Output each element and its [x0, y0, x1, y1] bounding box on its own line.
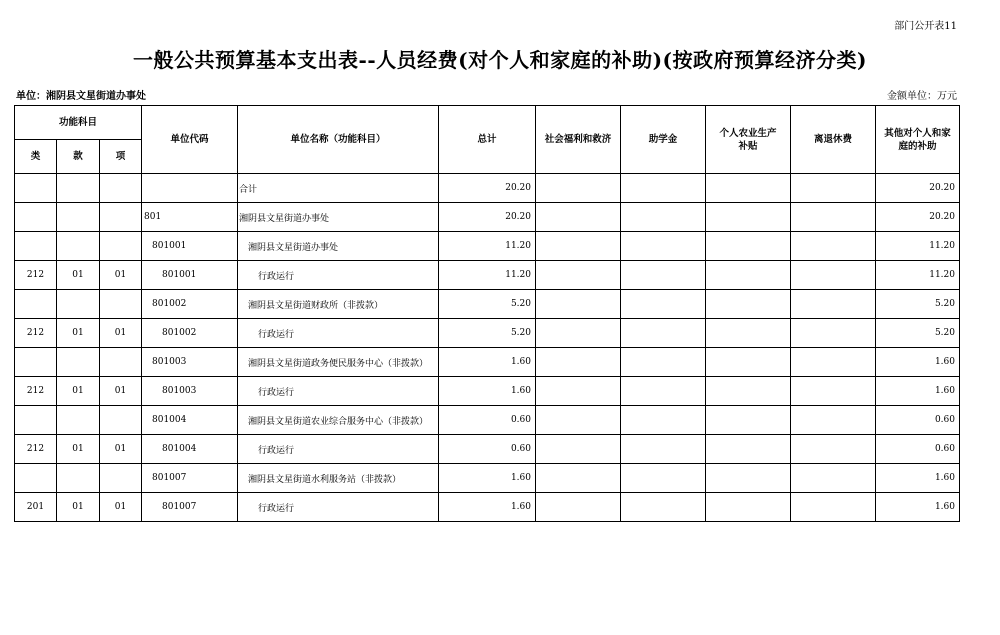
- table-row: [15, 319, 960, 348]
- cell-welfare: [536, 319, 621, 348]
- cell-unit-code: 801004: [142, 406, 238, 435]
- cell-kuan: [57, 290, 100, 319]
- cell-welfare: [536, 435, 621, 464]
- cell-retirement: [791, 290, 876, 319]
- amount-unit-label: 金额单位：万元: [887, 91, 957, 102]
- cell-xiang: [100, 174, 142, 203]
- cell-lei: [15, 203, 57, 232]
- cell-total: 5.20: [439, 290, 536, 319]
- header-lei: 类: [15, 140, 57, 174]
- cell-welfare: [536, 406, 621, 435]
- cell-scholarship: [621, 493, 706, 522]
- table-row: [15, 203, 960, 232]
- table-row: [15, 435, 960, 464]
- cell-lei: 212: [15, 377, 57, 406]
- cell-unit-code: 801001: [142, 232, 238, 261]
- cell-xiang: 01: [100, 435, 142, 464]
- cell-kuan: [57, 464, 100, 493]
- cell-total: 5.20: [439, 319, 536, 348]
- cell-kuan: [57, 348, 100, 377]
- cell-total: 1.60: [439, 377, 536, 406]
- cell-other-subsidy: 11.20: [876, 232, 960, 261]
- cell-scholarship: [621, 377, 706, 406]
- cell-agri-subsidy: [706, 174, 791, 203]
- cell-lei: [15, 464, 57, 493]
- header-kuan: 款: [57, 140, 100, 174]
- cell-scholarship: [621, 261, 706, 290]
- cell-xiang: [100, 406, 142, 435]
- cell-unit-code: 801004: [142, 435, 238, 464]
- cell-retirement: [791, 493, 876, 522]
- cell-kuan: 01: [57, 435, 100, 464]
- cell-agri-subsidy: [706, 290, 791, 319]
- cell-other-subsidy: 5.20: [876, 319, 960, 348]
- cell-kuan: [57, 232, 100, 261]
- cell-agri-subsidy: [706, 232, 791, 261]
- cell-lei: 212: [15, 435, 57, 464]
- cell-kuan: 01: [57, 319, 100, 348]
- table-row: [15, 377, 960, 406]
- cell-unit-name: 湘阴县文星街道办事处: [238, 232, 439, 261]
- budget-table: [14, 105, 960, 522]
- table-row: [15, 464, 960, 493]
- cell-agri-subsidy: [706, 406, 791, 435]
- header-unit-name: 单位名称（功能科目）: [238, 106, 439, 174]
- cell-unit-name: 行政运行: [238, 377, 439, 406]
- cell-unit-name: 合计: [238, 174, 439, 203]
- cell-other-subsidy: 1.60: [876, 348, 960, 377]
- cell-retirement: [791, 377, 876, 406]
- cell-unit-name: 湘阴县文星街道政务便民服务中心（非拨款）: [238, 348, 439, 377]
- cell-lei: [15, 348, 57, 377]
- cell-total: 1.60: [439, 348, 536, 377]
- cell-unit-code: 801003: [142, 348, 238, 377]
- cell-other-subsidy: 1.60: [876, 493, 960, 522]
- cell-scholarship: [621, 435, 706, 464]
- cell-scholarship: [621, 232, 706, 261]
- page-title: 一般公共预算基本支出表--人员经费(对个人和家庭的补助)(按政府预算经济分类): [133, 48, 867, 72]
- cell-xiang: [100, 232, 142, 261]
- cell-agri-subsidy: [706, 377, 791, 406]
- cell-total: 0.60: [439, 435, 536, 464]
- cell-total: 20.20: [439, 174, 536, 203]
- cell-welfare: [536, 174, 621, 203]
- cell-kuan: [57, 406, 100, 435]
- cell-welfare: [536, 377, 621, 406]
- cell-lei: 212: [15, 261, 57, 290]
- cell-other-subsidy: 20.20: [876, 203, 960, 232]
- cell-lei: [15, 232, 57, 261]
- cell-agri-subsidy: [706, 203, 791, 232]
- cell-xiang: [100, 348, 142, 377]
- cell-lei: 212: [15, 319, 57, 348]
- cell-retirement: [791, 232, 876, 261]
- header-func-subject: 功能科目: [15, 106, 142, 140]
- cell-retirement: [791, 348, 876, 377]
- cell-other-subsidy: 11.20: [876, 261, 960, 290]
- cell-other-subsidy: 1.60: [876, 464, 960, 493]
- header-unit-code: 单位代码: [142, 106, 238, 174]
- cell-unit-name: 行政运行: [238, 493, 439, 522]
- header-scholarship: 助学金: [621, 106, 706, 174]
- cell-retirement: [791, 261, 876, 290]
- cell-lei: [15, 290, 57, 319]
- cell-kuan: [57, 174, 100, 203]
- table-row: [15, 261, 960, 290]
- cell-agri-subsidy: [706, 464, 791, 493]
- cell-retirement: [791, 406, 876, 435]
- table-row: [15, 290, 960, 319]
- table-row: [15, 232, 960, 261]
- cell-unit-code: 801007: [142, 493, 238, 522]
- table-row: [15, 348, 960, 377]
- cell-total: 20.20: [439, 203, 536, 232]
- cell-unit-name: 行政运行: [238, 261, 439, 290]
- cell-total: 11.20: [439, 261, 536, 290]
- cell-retirement: [791, 174, 876, 203]
- cell-other-subsidy: 5.20: [876, 290, 960, 319]
- cell-other-subsidy: 20.20: [876, 174, 960, 203]
- cell-other-subsidy: 0.60: [876, 435, 960, 464]
- cell-total: 11.20: [439, 232, 536, 261]
- cell-xiang: [100, 464, 142, 493]
- table-row: [15, 406, 960, 435]
- cell-scholarship: [621, 464, 706, 493]
- cell-welfare: [536, 290, 621, 319]
- cell-kuan: 01: [57, 493, 100, 522]
- cell-total: 0.60: [439, 406, 536, 435]
- cell-retirement: [791, 464, 876, 493]
- cell-unit-code: 801002: [142, 290, 238, 319]
- cell-scholarship: [621, 319, 706, 348]
- cell-unit-code: 801003: [142, 377, 238, 406]
- table-row: [15, 174, 960, 203]
- unit-label: 单位：湘阴县文星街道办事处: [16, 91, 146, 102]
- cell-unit-name: 湘阴县文星街道办事处: [238, 203, 439, 232]
- header-agri-subsidy: 个人农业生产补贴: [706, 106, 791, 174]
- cell-welfare: [536, 348, 621, 377]
- cell-xiang: [100, 290, 142, 319]
- cell-retirement: [791, 435, 876, 464]
- cell-welfare: [536, 493, 621, 522]
- cell-scholarship: [621, 406, 706, 435]
- cell-scholarship: [621, 174, 706, 203]
- cell-scholarship: [621, 348, 706, 377]
- cell-other-subsidy: 0.60: [876, 406, 960, 435]
- header-other-subsidy: 其他对个人和家庭的补助: [876, 106, 960, 174]
- cell-retirement: [791, 319, 876, 348]
- cell-unit-name: 湘阴县文星街道农业综合服务中心（非拨款）: [238, 406, 439, 435]
- cell-unit-name: 行政运行: [238, 319, 439, 348]
- cell-unit-name: 湘阴县文星街道水利服务站（非拨款）: [238, 464, 439, 493]
- cell-scholarship: [621, 203, 706, 232]
- header-xiang: 项: [100, 140, 142, 174]
- cell-unit-code: 801002: [142, 319, 238, 348]
- header-total: 总计: [439, 106, 536, 174]
- cell-agri-subsidy: [706, 348, 791, 377]
- cell-welfare: [536, 464, 621, 493]
- cell-total: 1.60: [439, 493, 536, 522]
- cell-lei: [15, 406, 57, 435]
- cell-lei: [15, 174, 57, 203]
- header-welfare: 社会福利和救济: [536, 106, 621, 174]
- cell-retirement: [791, 203, 876, 232]
- form-number: 部门公开表11: [894, 21, 957, 32]
- cell-scholarship: [621, 290, 706, 319]
- cell-unit-code: 801: [142, 203, 238, 232]
- cell-kuan: [57, 203, 100, 232]
- cell-other-subsidy: 1.60: [876, 377, 960, 406]
- cell-unit-name: 行政运行: [238, 435, 439, 464]
- cell-agri-subsidy: [706, 435, 791, 464]
- header-retirement: 离退休费: [791, 106, 876, 174]
- cell-total: 1.60: [439, 464, 536, 493]
- cell-unit-code: [142, 174, 238, 203]
- cell-unit-code: 801007: [142, 464, 238, 493]
- cell-welfare: [536, 232, 621, 261]
- cell-xiang: 01: [100, 377, 142, 406]
- cell-unit-code: 801001: [142, 261, 238, 290]
- cell-xiang: 01: [100, 319, 142, 348]
- cell-kuan: 01: [57, 377, 100, 406]
- cell-agri-subsidy: [706, 493, 791, 522]
- cell-agri-subsidy: [706, 319, 791, 348]
- cell-lei: 201: [15, 493, 57, 522]
- cell-agri-subsidy: [706, 261, 791, 290]
- cell-unit-name: 湘阴县文星街道财政所（非拨款）: [238, 290, 439, 319]
- cell-xiang: 01: [100, 261, 142, 290]
- cell-welfare: [536, 203, 621, 232]
- cell-xiang: 01: [100, 493, 142, 522]
- cell-xiang: [100, 203, 142, 232]
- table-row: [15, 493, 960, 522]
- cell-welfare: [536, 261, 621, 290]
- cell-kuan: 01: [57, 261, 100, 290]
